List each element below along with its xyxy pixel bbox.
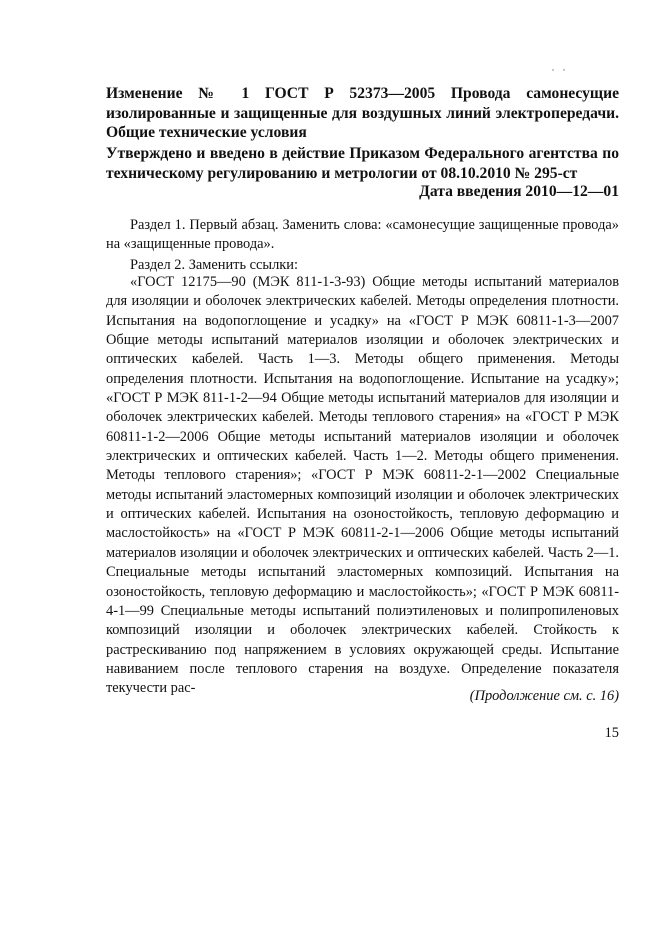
- change-title: Изменение № 1 ГОСТ Р 52373—2005 Провода самонесущие изолированные и защищенные для воздушных линий электропередачи. Общие технические условия: [106, 85, 619, 141]
- paragraph-text: Раздел 2. Заменить ссылки:: [130, 257, 298, 273]
- corner-mark: ˙ ˙: [551, 66, 568, 80]
- body-paragraph-1: [106, 216, 619, 255]
- approval-statement: Утверждено и введено в действие Приказом Федерального агентства по техническому регулированию и метрологии от 08.10.2010 № 295-ст: [106, 145, 619, 182]
- continuation-note: (Продолжение см. с. 16): [469, 688, 619, 704]
- page-number: 15: [604, 725, 619, 741]
- introduction-date: Дата введения 2010—12—01: [419, 183, 619, 200]
- body-paragraph-3: [106, 273, 619, 699]
- paragraph-text: «ГОСТ 12175—90 (МЭК 811-1-3-93) Общие методы испытаний материалов для изоляции и оболочек электрических кабелей. Методы определения плотности. Испытания на водопоглощение и усадку» на «ГОСТ Р МЭК 60811-1-3—2007 Общие методы испытаний материалов изоляции и оболочек электрических и оптических кабелей. Часть 1—3. Методы общего применения. Методы определения плотности. Испытания на водопоглощение. Испытание на усадку»; «ГОСТ Р МЭК 811-1-2—94 Общие методы испытаний материалов для изоляции и оболочек электрических кабелей. Методы теплового старения» на «ГОСТ Р МЭК 60811-1-2—2006 Общие методы испытаний материалов изоляции и оболочек электрических и оптических кабелей. Часть 1—2. Методы общего применения. Методы теплового старения»; «ГОСТ Р МЭК 60811-2-1—2002 Специальные методы испытаний эластомерных композиций изоляции и оболочек электрических и оптических кабелей. Испытания на озоностойкость, тепловую деформацию и маслостойкость» на «ГОСТ Р МЭК 60811-2-1—2006 Общие методы испытаний материалов изоляции и оболочек электрических и оптических кабелей. Часть 2—1. Специальные методы испытаний эластомерных композиций. Испытания на озоностойкость, тепловую деформацию и маслостойкость»; «ГОСТ Р МЭК 60811-4-1—99 Специальные методы испытаний полиэтиленовых и полипропиленовых композиций изоляции и оболочек электрических кабелей. Стойкость к растрескиванию под напряжением в условиях окружающей среды. Испытание навиванием после теплового старения на воздухе. Определение показателя текучести рас-: [106, 274, 619, 697]
- paragraph-text: Раздел 1. Первый абзац. Заменить слова: «самонесущие защищенные провода» на «защищенные провода».: [106, 217, 619, 253]
